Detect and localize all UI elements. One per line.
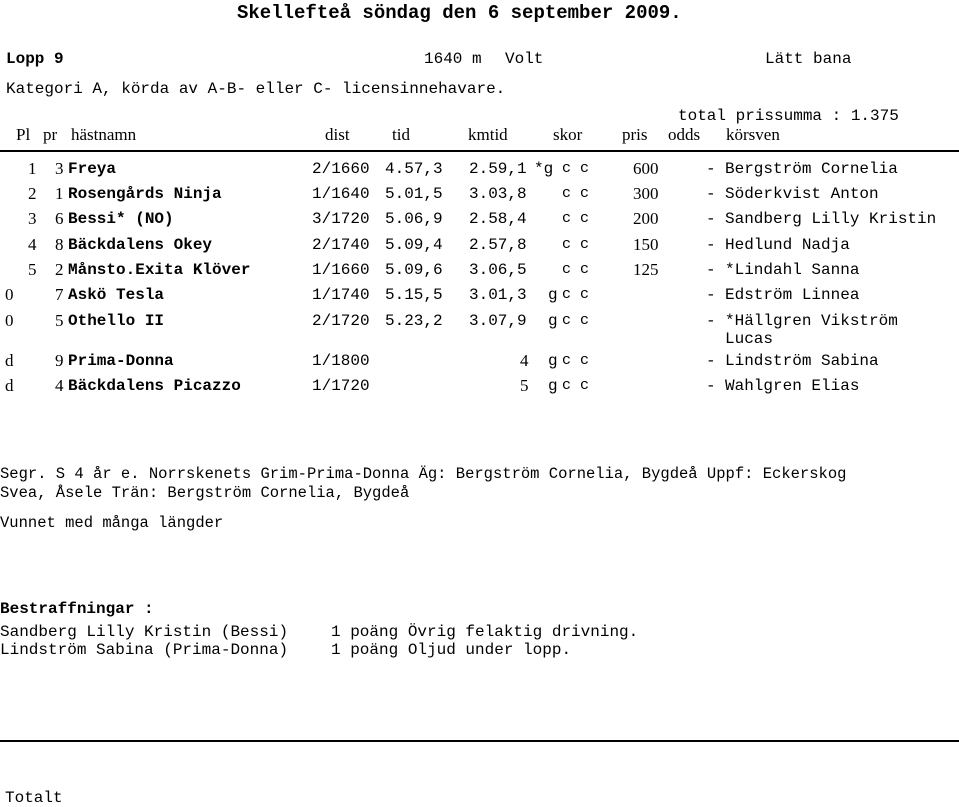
row-pl: 3 — [28, 209, 37, 228]
row-pl: d — [5, 351, 14, 370]
row-dist: 1/1640 — [312, 185, 370, 203]
table-row — [0, 261, 959, 283]
row-pr: 8 — [55, 235, 64, 254]
row-dash: - — [706, 210, 716, 228]
row-pr: 2 — [55, 260, 64, 279]
row-pr: 6 — [55, 209, 64, 228]
table-row — [0, 352, 959, 374]
col-pl: Pl — [16, 125, 31, 144]
row-pris: 125 — [633, 260, 659, 279]
row-pr: 9 — [55, 351, 64, 370]
row-horse: Othello II — [68, 312, 165, 330]
row-dash: - — [706, 286, 716, 304]
row-pl: 1 — [28, 159, 37, 178]
row-dist: 3/1720 — [312, 210, 370, 228]
row-pris: 300 — [633, 184, 659, 203]
row-shoes: c c — [562, 352, 590, 369]
row-driver-continued: Lucas — [725, 330, 774, 348]
row-driver: Söderkvist Anton — [725, 185, 879, 203]
race-category: Kategori A, körda av A-B- eller C- licensinnehavare. — [6, 80, 506, 98]
row-pl: 0 — [5, 311, 14, 330]
track-condition: Lätt bana — [765, 50, 852, 68]
footer-divider — [0, 740, 959, 742]
winner-info-line2: Svea, Åsele Trän: Bergström Cornelia, Bygdeå — [0, 484, 410, 502]
penalty-what: 1 poäng Oljud under lopp. — [331, 641, 572, 659]
header-divider — [0, 150, 959, 152]
row-dash: - — [706, 160, 716, 178]
row-shoes: c c — [562, 286, 590, 303]
row-kmtid: 3.01,3 — [469, 286, 527, 304]
row-driver: Hedlund Nadja — [725, 236, 850, 254]
penalty-who: Sandberg Lilly Kristin (Bessi) — [0, 623, 289, 641]
row-horse: Bessi* (NO) — [68, 210, 174, 228]
winner-info-line1: Segr. S 4 år e. Norrskenets Grim-Prima-Donna Äg: Bergström Cornelia, Bygdeå Uppf: Eckerskog — [0, 465, 847, 483]
row-dash: - — [706, 312, 716, 330]
row-skor-prefix: g — [548, 286, 558, 304]
row-horse: Freya — [68, 160, 117, 178]
col-tid: tid — [392, 125, 410, 144]
row-pl: 5 — [28, 260, 37, 279]
row-kmtid: 2.58,4 — [469, 210, 527, 228]
row-skor-prefix: *g — [534, 160, 554, 178]
row-kmtid: 4 — [520, 351, 529, 370]
row-dash: - — [706, 261, 716, 279]
row-shoes: c c — [562, 210, 590, 227]
row-pl: 0 — [5, 285, 14, 304]
row-skor-prefix: g — [548, 377, 558, 395]
row-tid: 5.09,6 — [385, 261, 443, 279]
row-driver: *Hällgren Vikström — [725, 312, 898, 330]
row-horse: Bäckdalens Okey — [68, 236, 213, 254]
row-pris: 150 — [633, 235, 659, 254]
table-row — [0, 286, 959, 308]
row-shoes: c c — [562, 236, 590, 253]
table-row — [0, 236, 959, 258]
row-skor-prefix: g — [548, 352, 558, 370]
row-pr: 3 — [55, 159, 64, 178]
row-horse: Prima-Donna — [68, 352, 174, 370]
row-kmtid: 2.59,1 — [469, 160, 527, 178]
row-dash: - — [706, 352, 716, 370]
table-row — [0, 185, 959, 207]
row-horse: Månsto.Exita Klöver — [68, 261, 251, 279]
row-pl: 4 — [28, 235, 37, 254]
row-pr: 5 — [55, 311, 64, 330]
row-dist: 1/1800 — [312, 352, 370, 370]
table-row — [0, 210, 959, 232]
table-row — [0, 312, 959, 352]
race-distance: 1640 m — [424, 50, 482, 68]
row-shoes: c c — [562, 185, 590, 202]
col-odds: odds — [668, 125, 701, 144]
start-type: Volt — [505, 50, 544, 68]
row-driver: *Lindahl Sanna — [725, 261, 860, 279]
row-tid: 5.01,5 — [385, 185, 443, 203]
col-driver: körsven — [726, 125, 780, 144]
col-pr: pr — [43, 125, 58, 144]
col-skor: skor — [553, 125, 583, 144]
race-label: Lopp 9 — [6, 50, 64, 68]
total-prize: total prissumma : 1.375 — [678, 107, 899, 125]
row-dist: 2/1740 — [312, 236, 370, 254]
row-pr: 1 — [55, 184, 64, 203]
row-tid: 4.57,3 — [385, 160, 443, 178]
row-dash: - — [706, 185, 716, 203]
row-driver: Bergström Cornelia — [725, 160, 898, 178]
row-dist: 2/1660 — [312, 160, 370, 178]
row-pris: 200 — [633, 209, 659, 228]
col-horse: hästnamn — [71, 125, 137, 144]
row-dist: 1/1660 — [312, 261, 370, 279]
table-row — [0, 160, 959, 182]
row-kmtid: 3.07,9 — [469, 312, 527, 330]
penalty-what: 1 poäng Övrig felaktig drivning. — [331, 623, 639, 641]
row-pl: d — [5, 376, 14, 395]
row-shoes: c c — [562, 312, 590, 329]
row-kmtid: 3.06,5 — [469, 261, 527, 279]
row-shoes: c c — [562, 261, 590, 278]
row-tid: 5.09,4 — [385, 236, 443, 254]
row-skor-prefix: g — [548, 312, 558, 330]
row-pr: 7 — [55, 285, 64, 304]
row-driver: Sandberg Lilly Kristin — [725, 210, 937, 228]
row-horse: Rosengårds Ninja — [68, 185, 222, 203]
penalty-who: Lindström Sabina (Prima-Donna) — [0, 641, 289, 659]
row-tid: 5.23,2 — [385, 312, 443, 330]
row-shoes: c c — [562, 160, 590, 177]
row-driver: Lindström Sabina — [725, 352, 879, 370]
row-dist: 1/1740 — [312, 286, 370, 304]
row-dash: - — [706, 377, 716, 395]
row-horse: Askö Tesla — [68, 286, 165, 304]
row-kmtid: 5 — [520, 376, 529, 395]
total-label: Totalt — [5, 789, 63, 807]
row-shoes: c c — [562, 377, 590, 394]
row-dist: 2/1720 — [312, 312, 370, 330]
penalties-heading: Bestraffningar : — [0, 600, 154, 618]
col-kmtid: kmtid — [468, 125, 508, 144]
col-pris: pris — [622, 125, 648, 144]
page-title: Skellefteå söndag den 6 september 2009. — [237, 2, 682, 24]
winner-comment: Vunnet med många längder — [0, 514, 224, 532]
row-driver: Edström Linnea — [725, 286, 860, 304]
row-dist: 1/1720 — [312, 377, 370, 395]
row-pris: 600 — [633, 159, 659, 178]
row-tid: 5.06,9 — [385, 210, 443, 228]
row-kmtid: 3.03,8 — [469, 185, 527, 203]
row-kmtid: 2.57,8 — [469, 236, 527, 254]
row-tid: 5.15,5 — [385, 286, 443, 304]
row-pr: 4 — [55, 376, 64, 395]
row-pl: 2 — [28, 184, 37, 203]
row-driver: Wahlgren Elias — [725, 377, 860, 395]
row-horse: Bäckdalens Picazzo — [68, 377, 241, 395]
col-dist: dist — [325, 125, 350, 144]
table-row — [0, 377, 959, 399]
row-dash: - — [706, 236, 716, 254]
